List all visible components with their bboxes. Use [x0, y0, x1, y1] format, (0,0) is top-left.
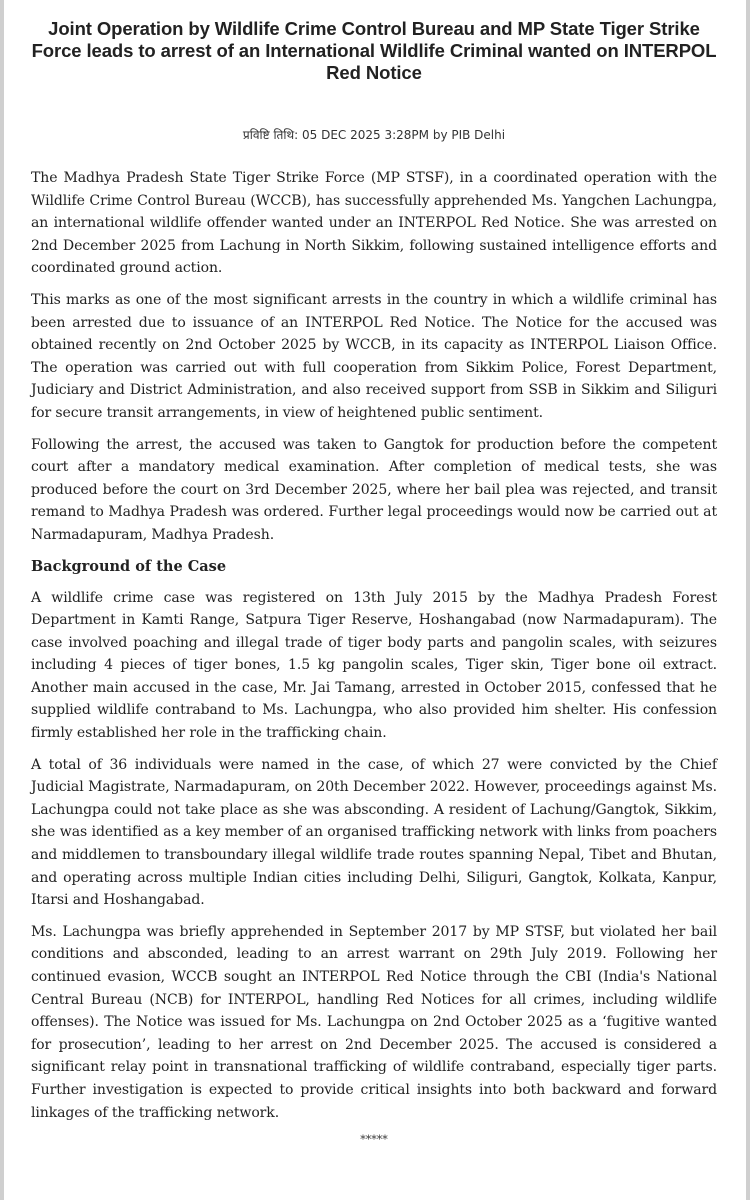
paragraph-case-registration: A wildlife crime case was registered on 13th July 2015 by the Madhya Pradesh Forest Department in Kamti Range, Satpura Tiger Reserve, Hoshangabad (now Narmadapuram). The case involved poaching and illegal trade of tiger body parts and pangolin scales, with seizures including 4 pieces of tiger bones, 1.5 kg pangolin scales, Tiger skin, Tiger bone oil extract. Another main accused in the case, Mr. Jai Tamang, arrested in October 2015, confessed that he supplied wildlife contraband to Ms. Lachungpa, who also provided him shelter. His confession firmly established her role in the trafficking chain. [31, 589, 717, 742]
press-release [31, 18, 717, 1146]
paragraph-arrest-summary: The Madhya Pradesh State Tiger Strike Force (MP STSF), in a coordinated operation with the Wildlife Crime Control Bureau (WCCB), has successfully apprehended Ms. Yangchen Lachungpa, an international wildlife offender wanted under an INTERPOL Red Notice. She was arrested on 2nd December 2025 from Lachung in North Sikkim, following sustained intelligence efforts and coordinated ground action. [31, 170, 717, 277]
section-heading-background: Background of the Case [31, 557, 227, 575]
page-title: Joint Operation by Wildlife Crime Control Bureau and MP State Tiger Strike Force leads to arrest of an International Wildlife Criminal wanted on INTERPOL Red Notice [31, 18, 717, 83]
paragraph-significance: This marks as one of the most significant arrests in the country in which a wildlife criminal has been arrested due to issuance of an INTERPOL Red Notice. The Notice for the accused was obtained recently on 2nd October 2025 by WCCB, in its capacity as INTERPOL Liaison Office. The operation was carried out with full cooperation from Sikkim Police, Forest Department, Judiciary and District Administration, and also received support from SSB in Sikkim and Siliguri for secure transit arrangements, in view of heightened public sentiment. [31, 291, 717, 421]
paragraph-court-proceedings: Following the arrest, the accused was taken to Gangtok for production before the competent court after a mandatory medical examination. After completion of medical tests, she was produced before the court on 3rd December 2025, where her bail plea was rejected, and transit remand to Madhya Pradesh was ordered. Further legal proceedings would now be carried out at Narmadapuram, Madhya Pradesh. [31, 436, 717, 543]
end-marker: ***** [360, 1133, 388, 1147]
paragraph-convictions: A total of 36 individuals were named in the case, of which 27 were convicted by the Chief Judicial Magistrate, Narmadapuram, on 20th December 2022. However, proceedings against Ms. Lachungpa could not take place as she was absconding. A resident of Lachung/Gangtok, Sikkim, she was identified as a key member of an organised trafficking network with links from poachers and middlemen to transboundary illegal wildlife trade routes spanning Nepal, Tibet and Bhutan, and operating across multiple Indian cities including Delhi, Siliguri, Gangtok, Kolkata, Kanpur, Itarsi and Hoshangabad. [31, 756, 717, 909]
paragraph-red-notice: Ms. Lachungpa was briefly apprehended in September 2017 by MP STSF, but violated her bail conditions and absconded, leading to an arrest warrant on 29th July 2019. Following her continued evasion, WCCB sought an INTERPOL Red Notice through the CBI (India's National Central Bureau (NCB) for INTERPOL, handling Red Notices for all crimes, including wildlife offenses). The Notice was issued for Ms. Lachungpa on 2nd October 2025 as a ‘fugitive wanted for prosecution’, leading to her arrest on 2nd December 2025. The accused is considered a significant relay point in transnational trafficking of wildlife contraband, especially tiger parts. Further investigation is expected to provide critical insights into both backward and forward linkages of the trafficking network. [31, 923, 717, 1121]
posted-date-line: प्रविष्टि तिथि: 05 DEC 2025 3:28PM by PIB Delhi [242, 128, 506, 142]
